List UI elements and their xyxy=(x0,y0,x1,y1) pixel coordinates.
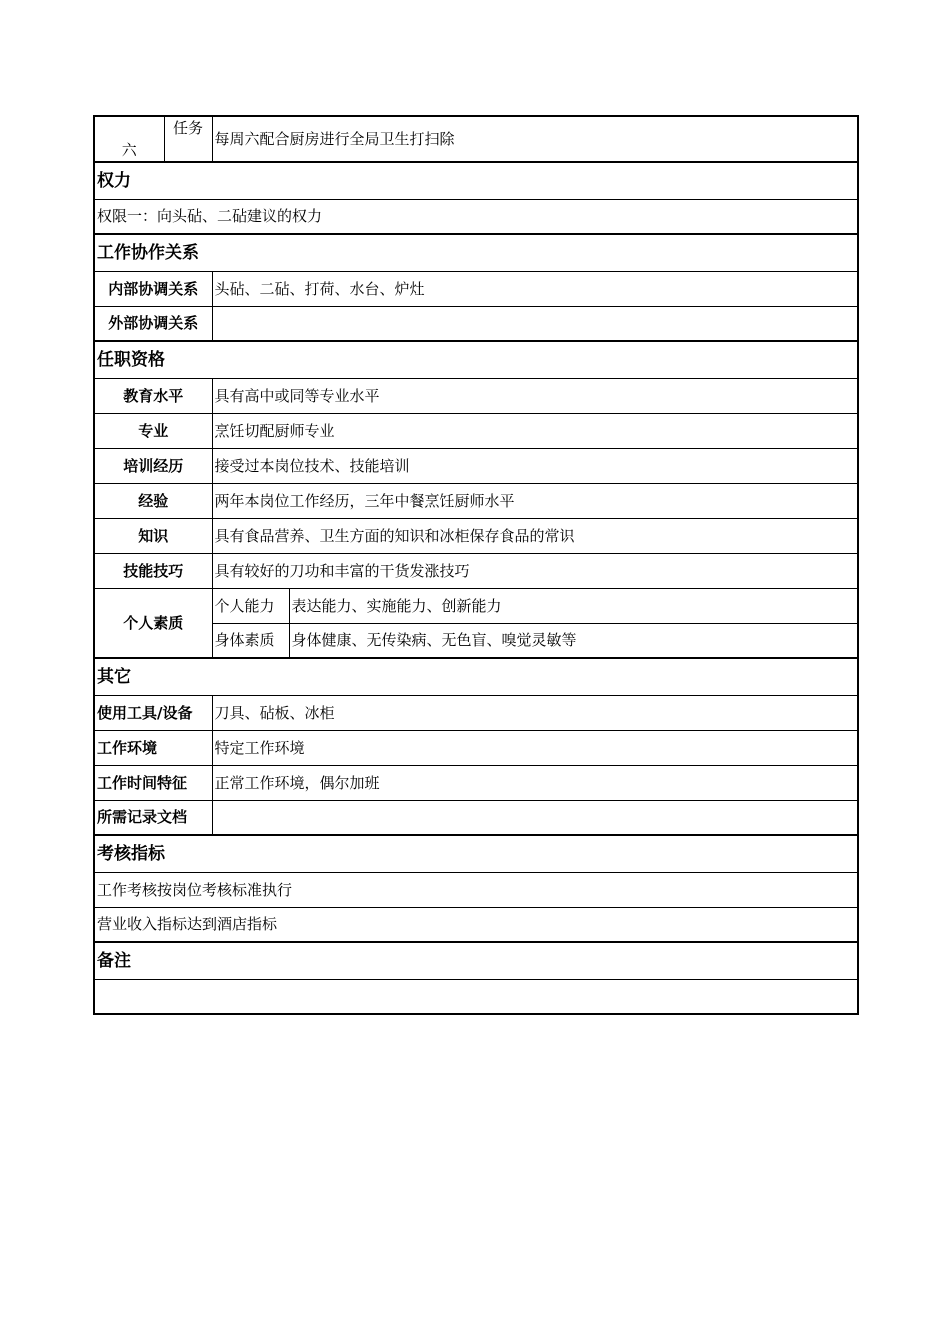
internal-coordination-label: 内部协调关系 xyxy=(94,271,212,306)
task-content: 每周六配合厨房进行全局卫生打扫除 xyxy=(212,116,858,162)
tools-value: 刀具、砧板、冰柜 xyxy=(212,695,858,730)
physical-quality-value: 身体健康、无传染病、无色盲、嗅觉灵敏等 xyxy=(289,623,858,658)
knowledge-label: 知识 xyxy=(94,518,212,553)
education-value: 具有高中或同等专业水平 xyxy=(212,378,858,413)
assessment-item-2: 营业收入指标达到酒店指标 xyxy=(94,907,858,942)
experience-value: 两年本岗位工作经历，三年中餐烹饪厨师水平 xyxy=(212,483,858,518)
section-qualification-heading: 任职资格 xyxy=(94,341,858,378)
physical-quality-label: 身体素质 xyxy=(212,623,289,658)
work-time-value: 正常工作环境，偶尔加班 xyxy=(212,765,858,800)
training-label: 培训经历 xyxy=(94,448,212,483)
tools-label: 使用工具/设备 xyxy=(94,695,212,730)
remarks-content xyxy=(94,979,858,1014)
external-coordination-label: 外部协调关系 xyxy=(94,306,212,341)
environment-label: 工作环境 xyxy=(94,730,212,765)
major-value: 烹饪切配厨师专业 xyxy=(212,413,858,448)
assessment-item-1: 工作考核按岗位考核标准执行 xyxy=(94,872,858,907)
section-cooperation-heading: 工作协作关系 xyxy=(94,234,858,271)
power-item-1: 权限一：向头砧、二砧建议的权力 xyxy=(94,199,858,234)
records-label: 所需记录文档 xyxy=(94,800,212,835)
records-value xyxy=(212,800,858,835)
section-other-heading: 其它 xyxy=(94,658,858,695)
environment-value: 特定工作环境 xyxy=(212,730,858,765)
section-assessment-heading: 考核指标 xyxy=(94,835,858,872)
internal-coordination-value: 头砧、二砧、打荷、水台、炉灶 xyxy=(212,271,858,306)
job-description-table xyxy=(93,115,857,1015)
skills-label: 技能技巧 xyxy=(94,553,212,588)
task-label: 任务 xyxy=(164,116,212,162)
knowledge-value: 具有食品营养、卫生方面的知识和冰柜保存食品的常识 xyxy=(212,518,858,553)
task-number: 六 xyxy=(94,116,164,162)
personal-ability-label: 个人能力 xyxy=(212,588,289,623)
external-coordination-value xyxy=(212,306,858,341)
personal-ability-value: 表达能力、实施能力、创新能力 xyxy=(289,588,858,623)
section-power-heading: 权力 xyxy=(94,162,858,199)
work-time-label: 工作时间特征 xyxy=(94,765,212,800)
skills-value: 具有较好的刀功和丰富的干货发涨技巧 xyxy=(212,553,858,588)
training-value: 接受过本岗位技术、技能培训 xyxy=(212,448,858,483)
experience-label: 经验 xyxy=(94,483,212,518)
education-label: 教育水平 xyxy=(94,378,212,413)
major-label: 专业 xyxy=(94,413,212,448)
section-remarks-heading: 备注 xyxy=(94,942,858,979)
personal-quality-label: 个人素质 xyxy=(94,588,212,658)
